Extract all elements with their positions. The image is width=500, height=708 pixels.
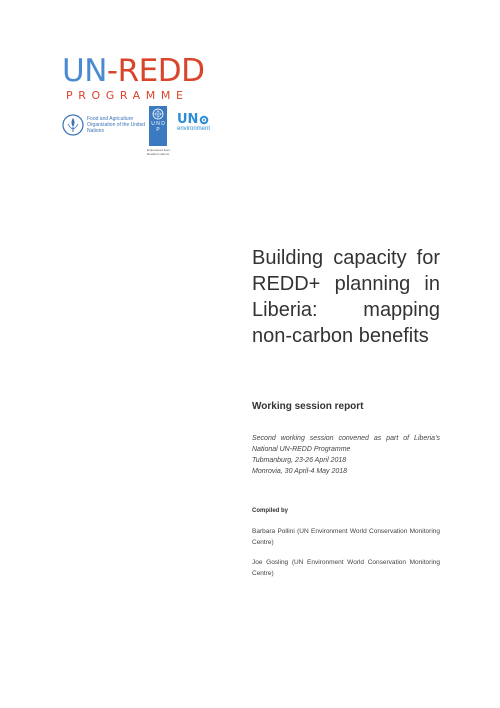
logo-dash-text: - bbox=[106, 53, 118, 89]
session-info bbox=[252, 433, 440, 477]
fao-emblem-icon bbox=[62, 114, 84, 136]
session-tubmanburg: Tubmanburg, 23-26 April 2018 bbox=[252, 457, 347, 464]
author-item: Joe Gosling (UN Environment World Conservation Monitoring Centre) bbox=[252, 559, 440, 577]
un-environment-globe-icon bbox=[199, 115, 209, 125]
title-line-4: non-carbon benefits bbox=[252, 325, 429, 347]
unenv-un-text: UN bbox=[177, 112, 199, 127]
session-monrovia: Monrovia, 30 April-4 May 2018 bbox=[252, 468, 348, 475]
author-item: Barbara Pollini (UN Environment World Conservation Monitoring Centre) bbox=[252, 528, 440, 546]
un-environment-logo bbox=[177, 113, 217, 137]
un-globe-icon bbox=[152, 108, 164, 120]
logo-redd-text: REDD bbox=[117, 53, 205, 89]
compiled-by-label: Compiled by bbox=[252, 508, 289, 514]
report-subtitle: Working session report bbox=[252, 401, 364, 412]
session-description: Second working session convened as part of Liberia’s National UN-REDD Programme bbox=[252, 435, 440, 453]
report-title bbox=[252, 245, 440, 349]
unenv-environment-text: environment bbox=[177, 126, 211, 132]
undp-logo bbox=[149, 106, 167, 146]
un-redd-logo bbox=[62, 54, 204, 88]
undp-letters-text: U N D P bbox=[151, 121, 165, 133]
fao-name-text: Food and Agriculture Organization of the United Nations bbox=[87, 116, 146, 134]
undp-caption-text: Empowered lives. Resilient nations. bbox=[147, 148, 171, 156]
title-line-1: Building capacity for bbox=[252, 247, 440, 269]
partner-logos bbox=[62, 106, 222, 154]
logo-programme-text: PROGRAMME bbox=[66, 89, 189, 102]
title-line-2: REDD+ planning in bbox=[252, 273, 440, 295]
title-line-3: Liberia: mapping bbox=[252, 299, 440, 321]
logo-un-text: UN bbox=[62, 53, 107, 89]
